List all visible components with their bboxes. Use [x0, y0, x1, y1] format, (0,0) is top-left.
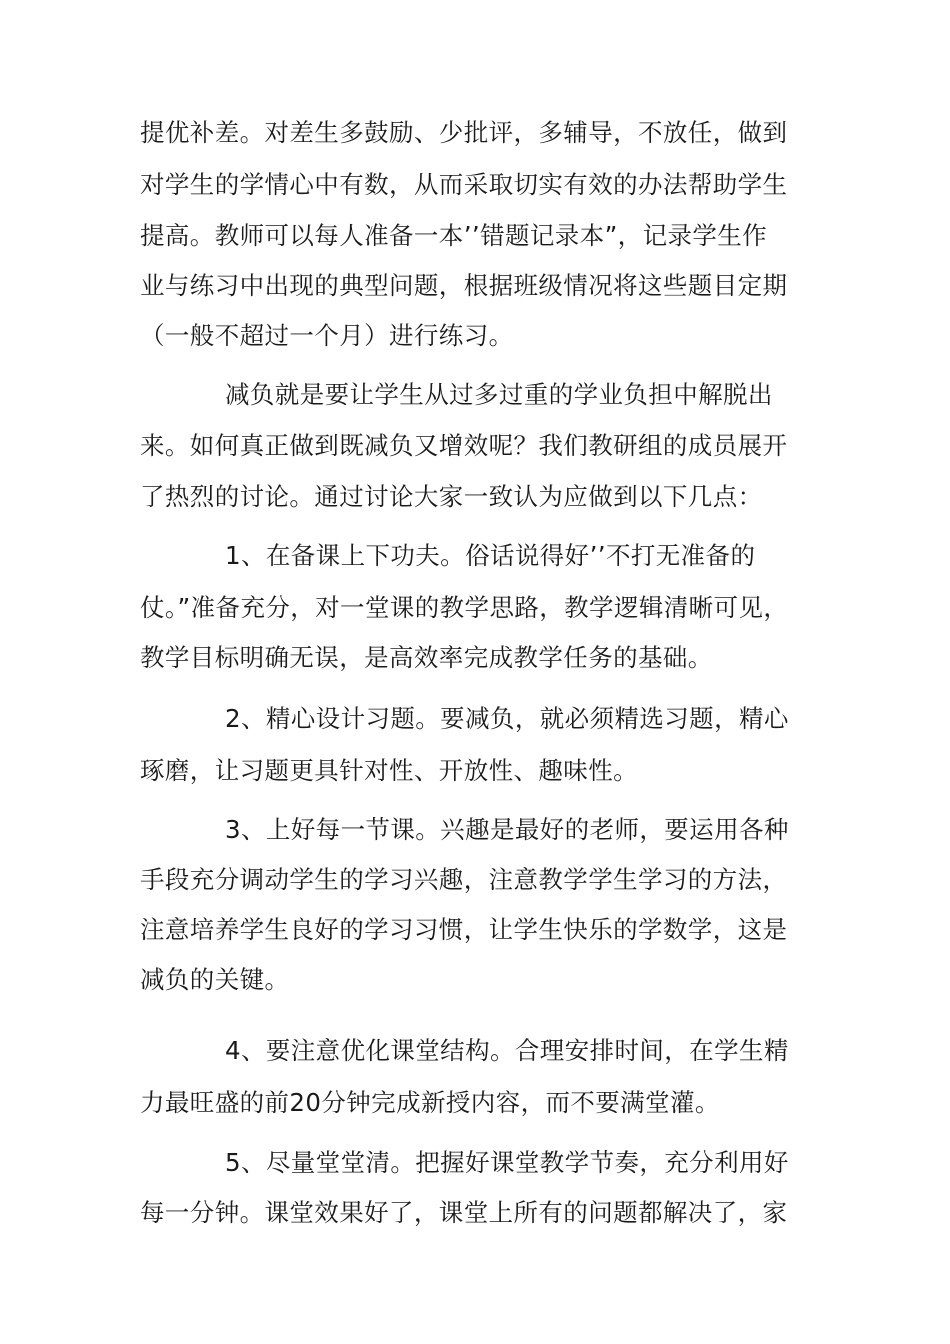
text-line: 来。如何真正做到既减负又增效呢？我们教研组的成员展开 [140, 431, 788, 460]
list-item-2: 2、精心设计习题。要减负，就必须精选习题，精心 [225, 704, 789, 733]
text-line: 仗。”准备充分，对一堂课的教学思路，教学逻辑清晰可见， [140, 593, 789, 622]
text-line: （一般不超过一个月）进行练习。 [140, 321, 514, 350]
list-item-5: 5、尽量堂堂清。把握好课堂教学节奏，充分利用好 [225, 1148, 789, 1177]
list-item-3: 3、上好每一节课。兴趣是最好的老师，要运用各种 [225, 815, 789, 844]
text-line: 每一分钟。课堂效果好了，课堂上所有的问题都解决了，家 [140, 1198, 788, 1227]
text-line: 手段充分调动学生的学习兴趣，注意教学学生学习的方法， [140, 865, 788, 894]
paragraph-first-line: 减负就是要让学生从过多过重的学业负担中解脱出 [225, 380, 773, 409]
list-item-4: 4、要注意优化课堂结构。合理安排时间，在学生精 [225, 1036, 789, 1065]
text-line: 教学目标明确无误，是高效率完成教学任务的基础。 [140, 643, 713, 672]
text-line: 提高。教师可以每人准备一本’’错题记录本”，记录学生作 [140, 221, 768, 250]
text-line: 注意培养学生良好的学习习惯，让学生快乐的学数学，这是 [140, 915, 788, 944]
text-line: 琢磨，让习题更具针对性、开放性、趣味性。 [140, 756, 638, 785]
text-line: 提优补差。对差生多鼓励、少批评，多辅导，不放任，做到 [140, 118, 788, 147]
list-item-1: 1、在备课上下功夫。俗话说得好’’不打无准备的 [225, 541, 756, 570]
text-line: 减负的关键。 [140, 965, 290, 994]
text-line: 了热烈的讨论。通过讨论大家一致认为应做到以下几点： [140, 482, 763, 511]
text-line: 对学生的学情心中有数，从而采取切实有效的办法帮助学生 [140, 170, 788, 199]
text-line: 业与练习中出现的典型问题，根据班级情况将这些题目定期 [140, 271, 788, 300]
text-line: 力最旺盛的前20分钟完成新授内容，而不要满堂灌。 [140, 1088, 720, 1117]
